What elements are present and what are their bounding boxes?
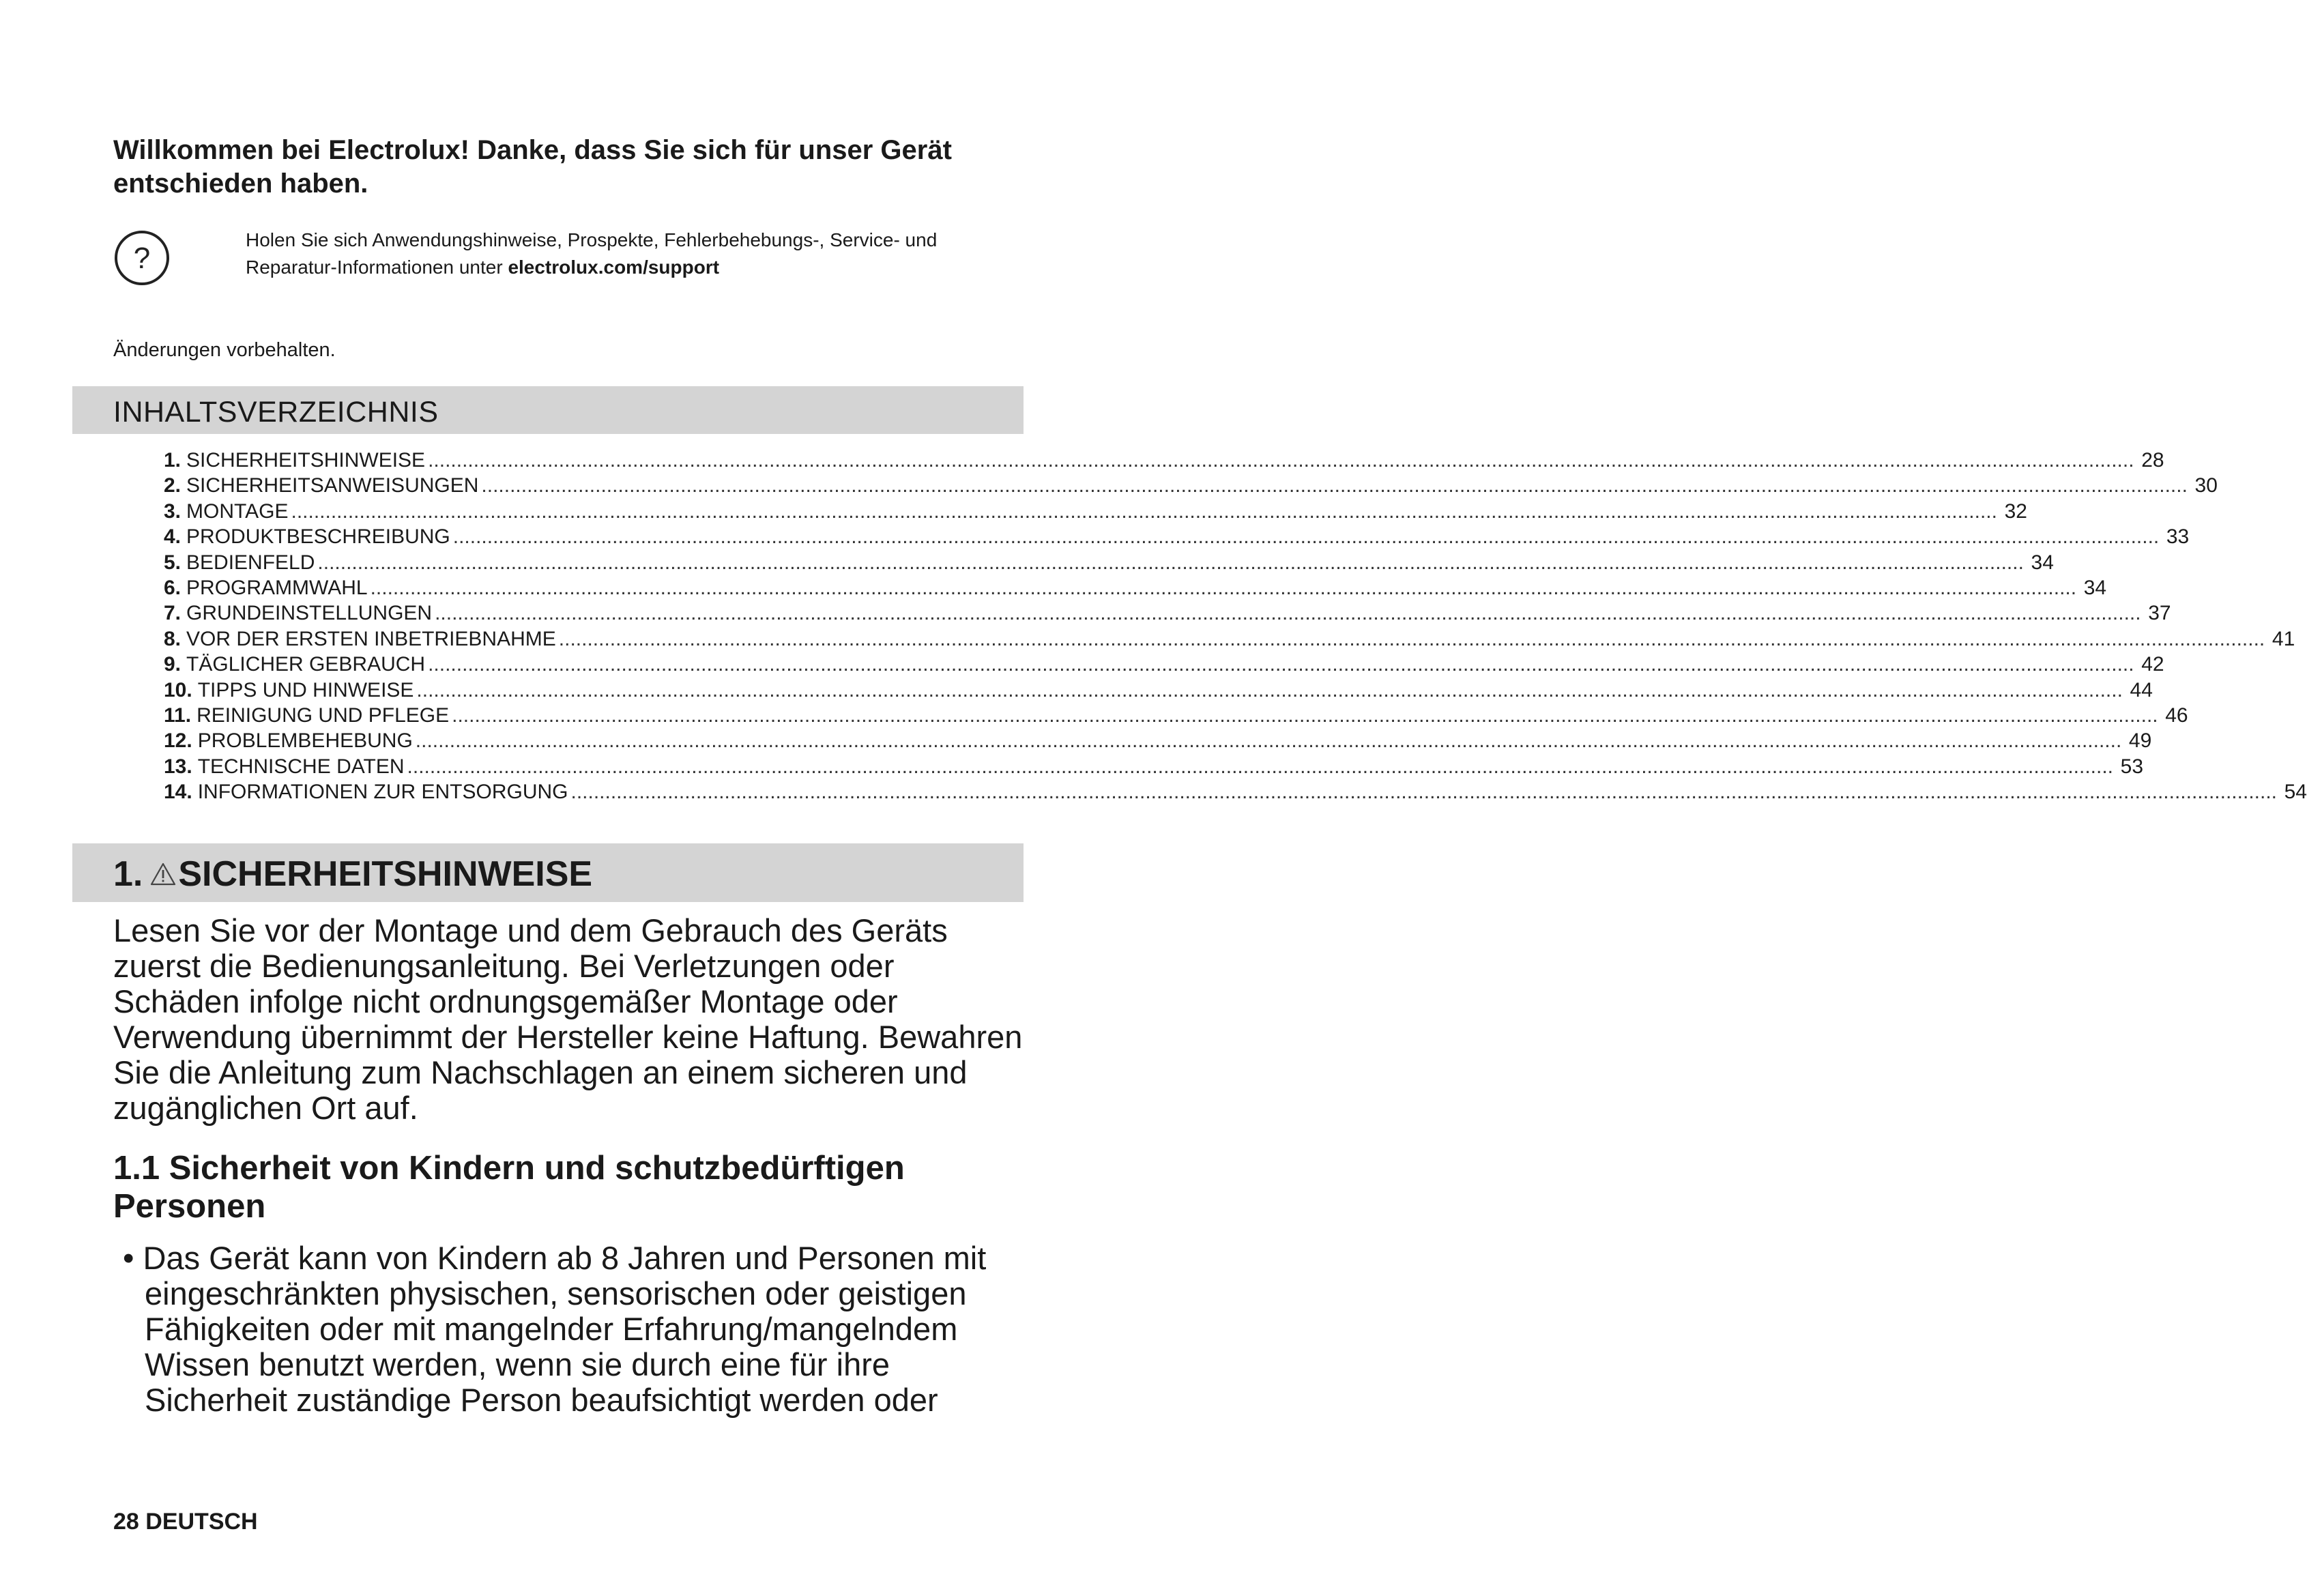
toc-item-page: 54 — [2284, 781, 2307, 804]
svg-text:?: ? — [133, 242, 151, 275]
bullet-text: Das Gerät kann von Kindern ab 8 Jahren und Personen mit eingeschränkten physischen, sensorischen oder geistigen Fähigkeiten oder mit mangelnder Erfahrung/mangelndem Wissen benutzt werden, wenn sie durch eine für ihre Sicherheit zuständige Person beaufsichtigt werden oder — [143, 1240, 987, 1418]
toc-title: INHALTSVERZEICHNIS — [113, 396, 439, 429]
subsection-title: 1.1 Sicherheit von Kindern und schutzbedürftigen Personen — [113, 1150, 905, 1225]
toc-item-number: 12. — [164, 729, 192, 753]
toc-dot-leader: ............................................................................................................................................................................................................................................................................................................ — [558, 627, 2265, 650]
toc-item-label: PROGRAMMWAHL — [186, 576, 368, 599]
toc-item-label: TIPPS UND HINWEISE — [197, 678, 414, 701]
toc-item[interactable] — [164, 600, 2171, 626]
toc-item-page: 28 — [2141, 449, 2164, 471]
toc-item-page: 46 — [2165, 703, 2188, 727]
toc-item-page: 49 — [2128, 729, 2152, 753]
toc-item-number: 3. — [164, 499, 182, 523]
toc-dot-leader: ............................................................................................................................................................................................................................................................................................................ — [481, 474, 2188, 497]
toc-dot-leader: ............................................................................................................................................................................................................................................................................................................ — [435, 602, 2141, 625]
toc-item-page: 37 — [2148, 602, 2171, 625]
toc-item-number: 8. — [164, 627, 182, 650]
toc-dot-leader: ............................................................................................................................................................................................................................................................................................................ — [407, 755, 2114, 778]
section-title — [113, 854, 592, 894]
toc-item-label: TÄGLICHER GEBRAUCH — [186, 653, 426, 676]
toc-item-number: 9. — [164, 653, 182, 676]
toc-item[interactable] — [164, 524, 2190, 549]
toc-item-number: 5. — [164, 551, 182, 574]
toc-item-page: 41 — [2272, 627, 2295, 650]
toc-item-label: SICHERHEITSANWEISUNGEN — [186, 474, 479, 497]
support-text: Holen Sie sich Anwendungshinweise, Prospekte, Fehlerbehebungs-, Service- und Reparatur-Informationen unter — [246, 229, 938, 278]
toc-dot-leader: ............................................................................................................................................................................................................................................................................................................ — [428, 653, 2134, 676]
toc-item-label: MONTAGE — [186, 499, 289, 523]
page-footer: 28 DEUTSCH — [113, 1509, 258, 1535]
toc-item-number: 13. — [164, 755, 192, 778]
toc-item[interactable] — [164, 678, 2153, 703]
toc-item-number: 14. — [164, 781, 192, 804]
toc-item-page: 42 — [2141, 653, 2164, 676]
toc-item-page: 34 — [2083, 576, 2107, 599]
toc-item[interactable] — [164, 779, 2307, 804]
toc-item-number: 1. — [164, 449, 182, 471]
toc-dot-leader: ............................................................................................................................................................................................................................................................................................................ — [452, 703, 2158, 727]
toc-item-label: TECHNISCHE DATEN — [197, 755, 405, 778]
toc-header-bar — [72, 386, 1024, 434]
section-header-bar — [72, 843, 1024, 902]
toc-item-label: SICHERHEITSHINWEISE — [186, 449, 426, 471]
toc-item[interactable] — [164, 626, 2295, 652]
toc-item[interactable] — [164, 728, 2152, 753]
support-info — [246, 227, 1024, 281]
toc-item-page: 33 — [2166, 525, 2190, 549]
section-number: 1. — [113, 854, 143, 894]
toc-item-page: 32 — [2004, 499, 2027, 523]
toc-item-page: 30 — [2194, 474, 2218, 497]
safety-intro-paragraph: Lesen Sie vor der Montage und dem Gebrauch des Geräts zuerst die Bedienungsanleitung. Bei Verletzungen oder Schäden infolge nicht ordnungsgemäßer Montage oder Verwendung übernimmt der Hersteller keine Haftung. Bewahren Sie die Anleitung zum Nachschlagen an einem sicheren und zugänglichen Ort auf. — [113, 912, 1023, 1126]
toc-dot-leader: ............................................................................................................................................................................................................................................................................................................ — [415, 729, 2122, 753]
toc-item-number: 7. — [164, 602, 182, 625]
toc-item-label: PRODUKTBESCHREIBUNG — [186, 525, 450, 549]
toc-item[interactable] — [164, 499, 2027, 524]
toc-dot-leader: ............................................................................................................................................................................................................................................................................................................ — [570, 781, 2277, 804]
toc-item-number: 6. — [164, 576, 182, 599]
toc-item-label: BEDIENFELD — [186, 551, 315, 574]
toc-item[interactable] — [164, 703, 2188, 728]
toc-dot-leader: ............................................................................................................................................................................................................................................................................................................ — [416, 678, 2123, 701]
toc-item[interactable] — [164, 550, 2054, 575]
table-of-contents — [164, 448, 2307, 804]
welcome-heading: Willkommen bei Electrolux! Danke, dass Sie sich für unser Gerät entschieden haben. — [113, 135, 952, 199]
toc-dot-leader: ............................................................................................................................................................................................................................................................................................................ — [428, 449, 2134, 471]
toc-item-label: GRUNDEINSTELLUNGEN — [186, 602, 433, 625]
support-link[interactable]: electrolux.com/support — [508, 257, 720, 278]
toc-item[interactable] — [164, 652, 2164, 677]
toc-item-page: 53 — [2120, 755, 2144, 778]
toc-item[interactable] — [164, 473, 2218, 498]
toc-dot-leader: ............................................................................................................................................................................................................................................................................................................ — [452, 525, 2160, 549]
toc-item-label: INFORMATIONEN ZUR ENTSORGUNG — [197, 781, 568, 804]
toc-item[interactable] — [164, 448, 2164, 473]
warning-triangle-icon — [149, 862, 177, 886]
toc-item[interactable] — [164, 754, 2144, 779]
toc-item[interactable] — [164, 575, 2107, 600]
question-circle-icon — [113, 229, 171, 287]
toc-item-page: 34 — [2031, 551, 2054, 574]
toc-dot-leader: ............................................................................................................................................................................................................................................................................................................ — [291, 499, 1997, 523]
changes-note: Änderungen vorbehalten. — [113, 339, 336, 361]
toc-item-label: PROBLEMBEHEBUNG — [197, 729, 413, 753]
toc-item-page: 44 — [2130, 678, 2153, 701]
bullet-item: • Das Gerät kann von Kindern ab 8 Jahren und Personen mit eingeschränkten physischen, sensorischen oder geistigen Fähigkeiten oder mit mangelnder Erfahrung/mangelndem Wissen benutzt werden, wenn sie durch eine für ihre Sicherheit zuständige Person beaufsichtigt werden oder — [123, 1240, 987, 1418]
toc-item-number: 4. — [164, 525, 182, 549]
toc-dot-leader: ............................................................................................................................................................................................................................................................................................................ — [370, 576, 2077, 599]
toc-item-number: 11. — [164, 703, 192, 727]
toc-item-label: VOR DER ERSTEN INBETRIEBNAHME — [186, 627, 556, 650]
section-title-text: SICHERHEITSHINWEISE — [178, 854, 593, 894]
toc-item-number: 2. — [164, 474, 182, 497]
toc-item-number: 10. — [164, 678, 192, 701]
toc-dot-leader: ............................................................................................................................................................................................................................................................................................................ — [317, 551, 2024, 574]
toc-item-label: REINIGUNG UND PFLEGE — [197, 703, 450, 727]
